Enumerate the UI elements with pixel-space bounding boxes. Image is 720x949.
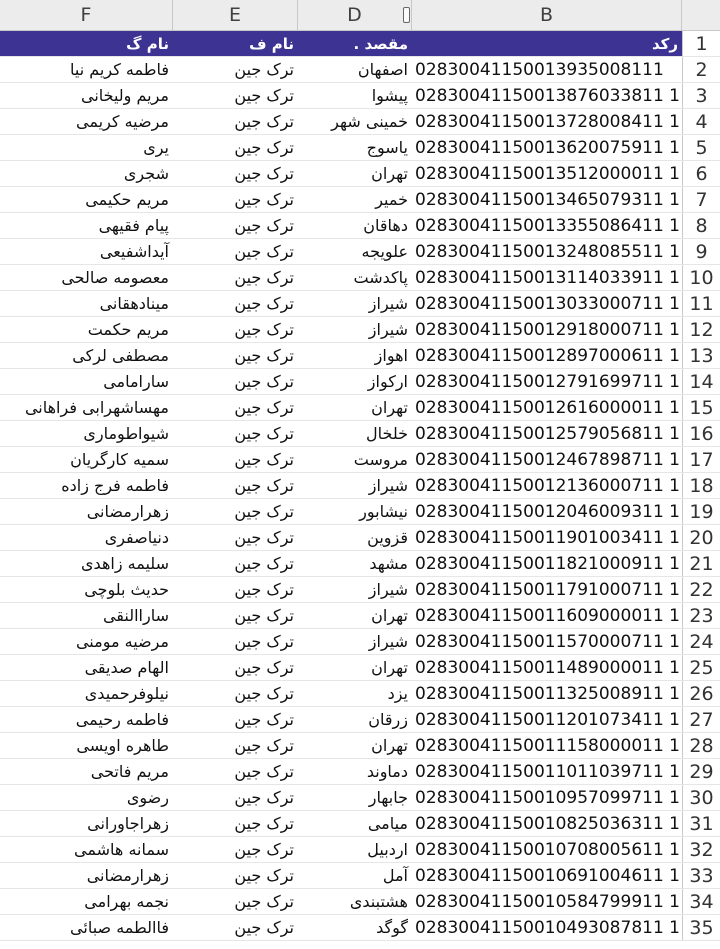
cell-name[interactable]: مینادهقانی xyxy=(99,294,169,313)
cell-destination[interactable]: گوگد xyxy=(376,918,408,937)
table-row xyxy=(0,369,720,395)
cell-name[interactable]: شجری xyxy=(123,164,169,183)
cell-destination[interactable]: یاسوج xyxy=(366,138,408,157)
cell-code[interactable]: 02830041150011201073411 1 xyxy=(415,710,680,730)
row-number[interactable]: 23 xyxy=(682,603,720,629)
row-number[interactable]: 9 xyxy=(682,239,720,265)
column-header-bar xyxy=(0,0,720,31)
table-row xyxy=(0,889,720,915)
cell-destination[interactable]: تهران xyxy=(371,736,408,755)
column-header-f[interactable]: F xyxy=(0,0,173,30)
cell-name[interactable]: سارامامی xyxy=(103,372,169,391)
cell-code[interactable]: 02830041150011821000911 1 xyxy=(415,554,680,574)
cell-type[interactable]: ترک جین xyxy=(234,762,294,781)
table-row xyxy=(0,109,720,135)
cell-name[interactable]: زهراجاورانی xyxy=(87,814,169,833)
cell-code[interactable]: 02830041150012579056811 1 xyxy=(415,424,680,444)
cell-code[interactable]: 02830041150011901003411 1 xyxy=(415,528,680,548)
cell-type[interactable]: ترک جین xyxy=(234,138,294,157)
cell-destination[interactable]: شیراز xyxy=(368,632,408,651)
cell-name[interactable]: مرضیه کریمی xyxy=(76,112,169,131)
cell-code[interactable]: 02830041150010825036311 1 xyxy=(415,814,680,834)
cell-destination[interactable]: تهران xyxy=(371,606,408,625)
table-row xyxy=(0,57,720,83)
cell-destination[interactable]: جابهار xyxy=(368,788,408,807)
cell-code[interactable]: 02830041150012918000711 1 xyxy=(415,320,680,340)
cell-name[interactable]: فاالطمه صبائی xyxy=(70,918,169,937)
cell-code[interactable]: 02830041150013033000711 1 xyxy=(415,294,680,314)
cell-destination[interactable]: آمل xyxy=(382,866,408,885)
cell-type[interactable]: ترک جین xyxy=(234,112,294,131)
cell-type[interactable]: ترک جین xyxy=(234,86,294,105)
cell-code[interactable]: 02830041150012616000011 1 xyxy=(415,398,680,418)
cell-destination[interactable]: مشهد xyxy=(369,554,408,573)
cell-destination[interactable]: اهواز xyxy=(374,346,408,365)
row-number[interactable]: 24 xyxy=(682,629,720,655)
table-row xyxy=(0,733,720,759)
cell-name[interactable]: سلیمه زاهدی xyxy=(81,554,169,573)
row-number[interactable]: 17 xyxy=(682,447,720,473)
table-row xyxy=(0,395,720,421)
cell-destination[interactable]: ارکواز xyxy=(367,372,408,391)
cell-type[interactable]: ترک جین xyxy=(234,346,294,365)
cell-name[interactable]: سمانه هاشمی xyxy=(74,840,169,859)
table-row xyxy=(0,707,720,733)
row-number[interactable]: 12 xyxy=(682,317,720,343)
cell-type[interactable]: ترک جین xyxy=(234,294,294,313)
cell-type[interactable]: ترک جین xyxy=(234,606,294,625)
cell-code[interactable]: 02830041150011570000711 1 xyxy=(415,632,680,652)
cell-destination[interactable]: قزوین xyxy=(367,528,408,547)
table-row xyxy=(0,603,720,629)
cell-type[interactable]: ترک جین xyxy=(234,450,294,469)
row-number[interactable]: 16 xyxy=(682,421,720,447)
cell-name[interactable]: رضوی xyxy=(126,788,169,807)
cell-code[interactable]: 02830041150010708005611 1 xyxy=(415,840,680,860)
cell-type[interactable]: ترک جین xyxy=(234,658,294,677)
row-number[interactable]: 6 xyxy=(682,161,720,187)
row-number[interactable]: 22 xyxy=(682,577,720,603)
cell-destination[interactable]: اصفهان xyxy=(357,60,408,79)
cell-code[interactable]: 02830041150012791699711 1 xyxy=(415,372,680,392)
cell-type[interactable]: ترک جین xyxy=(234,60,294,79)
cell-name[interactable]: زهرارمضانی xyxy=(86,866,169,885)
row-number[interactable]: 7 xyxy=(682,187,720,213)
row-number[interactable]: 20 xyxy=(682,525,720,551)
cell-destination[interactable]: دماوند xyxy=(366,762,408,781)
table-row xyxy=(0,473,720,499)
header-row xyxy=(0,31,720,57)
cell-name[interactable]: دنیاصفری xyxy=(104,528,169,547)
cell-type[interactable]: ترک جین xyxy=(234,840,294,859)
cell-name[interactable]: فاطمه فرج زاده xyxy=(61,476,169,495)
cell-code[interactable]: 02830041150013935008111 xyxy=(415,60,664,80)
cell-code[interactable]: 02830041150011325008911 1 xyxy=(415,684,680,704)
cell-code[interactable]: 02830041150011158000011 1 xyxy=(415,736,680,756)
cell-destination[interactable]: اردبیل xyxy=(367,840,408,859)
cell-destination[interactable]: میامی xyxy=(367,814,408,833)
cell-code[interactable]: 02830041150010493087811 1 xyxy=(415,918,680,938)
table-row xyxy=(0,161,720,187)
cell-name[interactable]: سمیه کارگریان xyxy=(70,450,169,469)
cell-destination[interactable]: پاکدشت xyxy=(353,268,408,287)
cell-destination[interactable]: شیراز xyxy=(368,476,408,495)
table-row xyxy=(0,655,720,681)
cell-code[interactable]: 02830041150011791000711 1 xyxy=(415,580,680,600)
cell-name[interactable]: طاهره اویسی xyxy=(76,736,169,755)
cell-name[interactable]: پیام فقیهی xyxy=(98,216,169,235)
cell-destination[interactable]: هشتبندی xyxy=(349,892,408,911)
table-row xyxy=(0,811,720,837)
cell-destination[interactable]: تهران xyxy=(371,398,408,417)
row-number[interactable]: 27 xyxy=(682,707,720,733)
row-number[interactable]: 29 xyxy=(682,759,720,785)
row-number[interactable]: 30 xyxy=(682,785,720,811)
row-number[interactable]: 15 xyxy=(682,395,720,421)
cell-type[interactable]: ترک جین xyxy=(234,242,294,261)
cell-name[interactable]: مریم حکیمی xyxy=(85,190,169,209)
row-number[interactable]: 8 xyxy=(682,213,720,239)
cell-type[interactable]: ترک جین xyxy=(234,866,294,885)
cell-destination[interactable]: مروست xyxy=(353,450,408,469)
table-row xyxy=(0,343,720,369)
cell-destination[interactable]: خلخال xyxy=(365,424,408,443)
column-header-b[interactable]: B xyxy=(412,0,682,30)
cell-name[interactable]: فاطمه رحیمی xyxy=(75,710,169,729)
cell-code[interactable]: 02830041150010957099711 1 xyxy=(415,788,680,808)
cell-type[interactable]: ترک جین xyxy=(234,528,294,547)
table-row xyxy=(0,837,720,863)
cell-destination[interactable]: علویجه xyxy=(361,242,408,261)
cell-code[interactable]: 02830041150012467898711 1 xyxy=(415,450,680,470)
cell-destination[interactable]: تهران xyxy=(371,658,408,677)
cell-type[interactable]: ترک جین xyxy=(234,684,294,703)
cell-type[interactable]: ترک جین xyxy=(234,502,294,521)
cell-code[interactable]: 02830041150010584799911 1 xyxy=(415,892,680,912)
row-number[interactable]: 35 xyxy=(682,915,720,941)
cell-type[interactable]: ترک جین xyxy=(234,580,294,599)
cell-name[interactable]: یری xyxy=(143,138,169,157)
header-cell-code[interactable]: ركد xyxy=(412,31,682,57)
header-cell-name[interactable]: نام گ xyxy=(0,31,173,57)
cell-destination[interactable]: شیراز xyxy=(368,294,408,313)
cell-name[interactable]: زهرارمضانی xyxy=(86,502,169,521)
cell-code[interactable]: 02830041150013728008411 1 xyxy=(415,112,680,132)
cell-type[interactable]: ترک جین xyxy=(234,372,294,391)
cell-type[interactable]: ترک جین xyxy=(234,788,294,807)
cell-name[interactable]: مریم فاتحی xyxy=(90,762,169,781)
cell-code[interactable]: 02830041150013465079311 1 xyxy=(415,190,680,210)
cell-code[interactable]: 02830041150011489000011 1 xyxy=(415,658,680,678)
cell-name[interactable]: آیداشفیعی xyxy=(99,242,169,261)
cell-code[interactable]: 02830041150012897000611 1 xyxy=(415,346,680,366)
table-row xyxy=(0,265,720,291)
cell-code[interactable]: 02830041150013512000011 1 xyxy=(415,164,680,184)
cell-destination[interactable]: شیراز xyxy=(368,320,408,339)
cell-code[interactable]: 02830041150013876033811 1 xyxy=(415,86,680,106)
table-row xyxy=(0,525,720,551)
cell-name[interactable]: ساراالنقی xyxy=(102,606,169,625)
table-row xyxy=(0,135,720,161)
cell-code[interactable]: 02830041150013114033911 1 xyxy=(415,268,680,288)
cell-type[interactable]: ترک جین xyxy=(234,918,294,937)
table-row xyxy=(0,447,720,473)
row-number[interactable]: 21 xyxy=(682,551,720,577)
cell-destination[interactable]: خمیر xyxy=(375,190,408,209)
table-row xyxy=(0,213,720,239)
table-row xyxy=(0,291,720,317)
row-number[interactable]: 28 xyxy=(682,733,720,759)
row-number[interactable]: 11 xyxy=(682,291,720,317)
row-number[interactable]: 4 xyxy=(682,109,720,135)
cell-destination[interactable]: نیشابور xyxy=(359,502,408,521)
cell-name[interactable]: نیلوفرحمیدی xyxy=(84,684,169,703)
table-row xyxy=(0,759,720,785)
cell-name[interactable]: معصومه صالحی xyxy=(61,268,169,287)
row-number[interactable]: 14 xyxy=(682,369,720,395)
cell-code[interactable]: 02830041150011609000011 1 xyxy=(415,606,680,626)
row-number[interactable]: 1 xyxy=(682,31,720,57)
header-cell-destination[interactable]: . مقصد xyxy=(298,31,412,57)
table-row xyxy=(0,499,720,525)
row-number[interactable]: 10 xyxy=(682,265,720,291)
table-row xyxy=(0,187,720,213)
table-row xyxy=(0,915,720,941)
table-row xyxy=(0,317,720,343)
cell-destination[interactable]: دهاقان xyxy=(363,216,408,235)
row-number[interactable]: 3 xyxy=(682,83,720,109)
cell-name[interactable]: مریم ولیخانی xyxy=(80,86,169,105)
row-number[interactable]: 13 xyxy=(682,343,720,369)
cell-type[interactable]: ترک جین xyxy=(234,892,294,911)
row-number[interactable]: 18 xyxy=(682,473,720,499)
row-number[interactable]: 19 xyxy=(682,499,720,525)
cell-destination[interactable]: زرقان xyxy=(368,710,408,729)
cell-name[interactable]: نجمه بهرامی xyxy=(84,892,169,911)
cell-name[interactable]: مهساشهرابی فراهانی xyxy=(24,398,169,417)
cell-code[interactable]: 02830041150013620075911 1 xyxy=(415,138,680,158)
cell-destination[interactable]: خمینی شهر xyxy=(331,112,408,131)
cell-type[interactable]: ترک جین xyxy=(234,164,294,183)
cell-code[interactable]: 02830041150012046009311 1 xyxy=(415,502,680,522)
row-number[interactable]: 32 xyxy=(682,837,720,863)
row-number[interactable]: 26 xyxy=(682,681,720,707)
cell-type[interactable]: ترک جین xyxy=(234,190,294,209)
table-row xyxy=(0,421,720,447)
cell-name[interactable]: حدیث بلوچی xyxy=(84,580,169,599)
cell-type[interactable]: ترک جین xyxy=(234,632,294,651)
table-row xyxy=(0,681,720,707)
table-row xyxy=(0,629,720,655)
cell-name[interactable]: فاطمه کریم نیا xyxy=(70,60,169,79)
table-row xyxy=(0,577,720,603)
cell-type[interactable]: ترک جین xyxy=(234,736,294,755)
table-row xyxy=(0,83,720,109)
cell-destination[interactable]: تهران xyxy=(371,164,408,183)
cell-type[interactable]: ترک جین xyxy=(234,320,294,339)
cell-name[interactable]: مریم حکمت xyxy=(87,320,169,339)
row-number[interactable]: 2 xyxy=(682,57,720,83)
table-row xyxy=(0,785,720,811)
column-resize-handle-icon[interactable] xyxy=(403,7,410,23)
row-number[interactable]: 33 xyxy=(682,863,720,889)
cell-name[interactable]: شیواطوماری xyxy=(83,424,169,443)
cell-code[interactable]: 02830041150011011039711 1 xyxy=(415,762,680,782)
cell-type[interactable]: ترک جین xyxy=(234,554,294,573)
select-all-corner[interactable] xyxy=(682,0,720,30)
cell-name[interactable]: الهام صدیقی xyxy=(84,658,169,677)
header-cell-type[interactable]: نام ف xyxy=(173,31,298,57)
cell-code[interactable]: 02830041150010691004611 1 xyxy=(415,866,680,886)
cell-type[interactable]: ترک جین xyxy=(234,398,294,417)
cell-code[interactable]: 02830041150012136000711 1 xyxy=(415,476,680,496)
cell-type[interactable]: ترک جین xyxy=(234,710,294,729)
row-number[interactable]: 5 xyxy=(682,135,720,161)
cell-destination[interactable]: یزد xyxy=(387,684,408,703)
column-header-e[interactable]: E xyxy=(173,0,298,30)
cell-name[interactable]: مصطفی لرکی xyxy=(72,346,169,365)
cell-type[interactable]: ترک جین xyxy=(234,814,294,833)
column-header-d[interactable]: D xyxy=(298,0,412,30)
cell-code[interactable]: 02830041150013355086411 1 xyxy=(415,216,680,236)
cell-name[interactable]: مرضیه مومنی xyxy=(75,632,169,651)
table-row xyxy=(0,551,720,577)
row-number[interactable]: 31 xyxy=(682,811,720,837)
cell-type[interactable]: ترک جین xyxy=(234,268,294,287)
table-row xyxy=(0,239,720,265)
row-number[interactable]: 34 xyxy=(682,889,720,915)
cell-type[interactable]: ترک جین xyxy=(234,476,294,495)
cell-destination[interactable]: پیشوا xyxy=(371,86,408,105)
cell-type[interactable]: ترک جین xyxy=(234,216,294,235)
cell-type[interactable]: ترک جین xyxy=(234,424,294,443)
table-row xyxy=(0,863,720,889)
row-number[interactable]: 25 xyxy=(682,655,720,681)
cell-code[interactable]: 02830041150013248085511 1 xyxy=(415,242,680,262)
cell-destination[interactable]: شیراز xyxy=(368,580,408,599)
